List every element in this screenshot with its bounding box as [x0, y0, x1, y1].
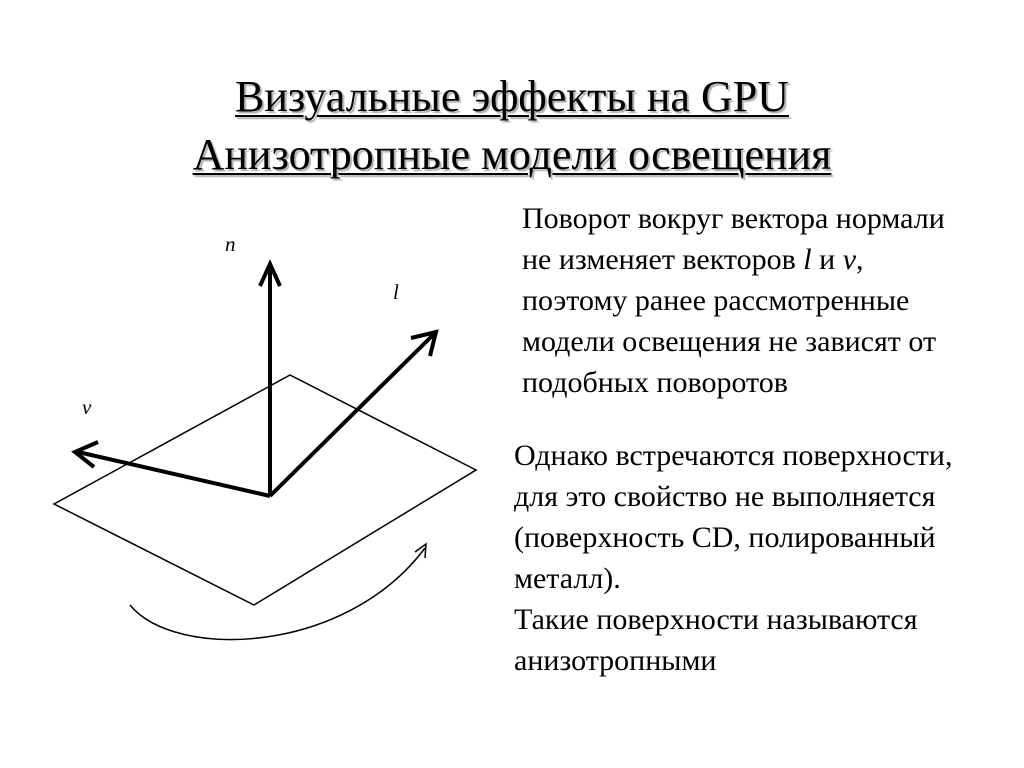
title-line-1: Визуальные эффекты на GPU — [235, 72, 789, 121]
para1-line: модели освещения не зависят от — [522, 325, 937, 358]
para1-line: подобных поворотов — [522, 366, 788, 399]
view-vector — [78, 452, 270, 496]
para1-line: поэтому ранее рассмотренные — [522, 284, 910, 317]
title-line-2: Анизотропные модели освещения — [192, 130, 832, 179]
para2-line: Однако встречаются поверхности, — [514, 439, 953, 472]
para1-line: Поворот вокруг вектора нормали — [522, 202, 945, 235]
light-vector — [270, 334, 434, 496]
para2-line: (поверхность CD, полированный — [514, 521, 936, 554]
rotation-invariance-paragraph — [522, 198, 1012, 403]
para2-line: Такие поверхности называются — [514, 603, 918, 636]
rotation-arc — [130, 548, 425, 640]
surface-plane — [54, 375, 476, 605]
para2-line: анизотропными — [514, 644, 717, 677]
rotation-arc-arrowhead — [415, 544, 426, 558]
label-n: n — [225, 232, 236, 256]
vector-l-ref: l — [803, 243, 812, 276]
label-l: l — [393, 280, 399, 304]
para2-line: металл). — [514, 562, 621, 595]
label-v: v — [82, 395, 92, 419]
para2-line: для это свойство не выполняется — [514, 480, 936, 513]
vector-v-ref: v — [842, 243, 857, 276]
anisotropic-surfaces-paragraph — [514, 435, 1014, 681]
para1-line: не изменяет векторов l и v, — [522, 243, 864, 276]
